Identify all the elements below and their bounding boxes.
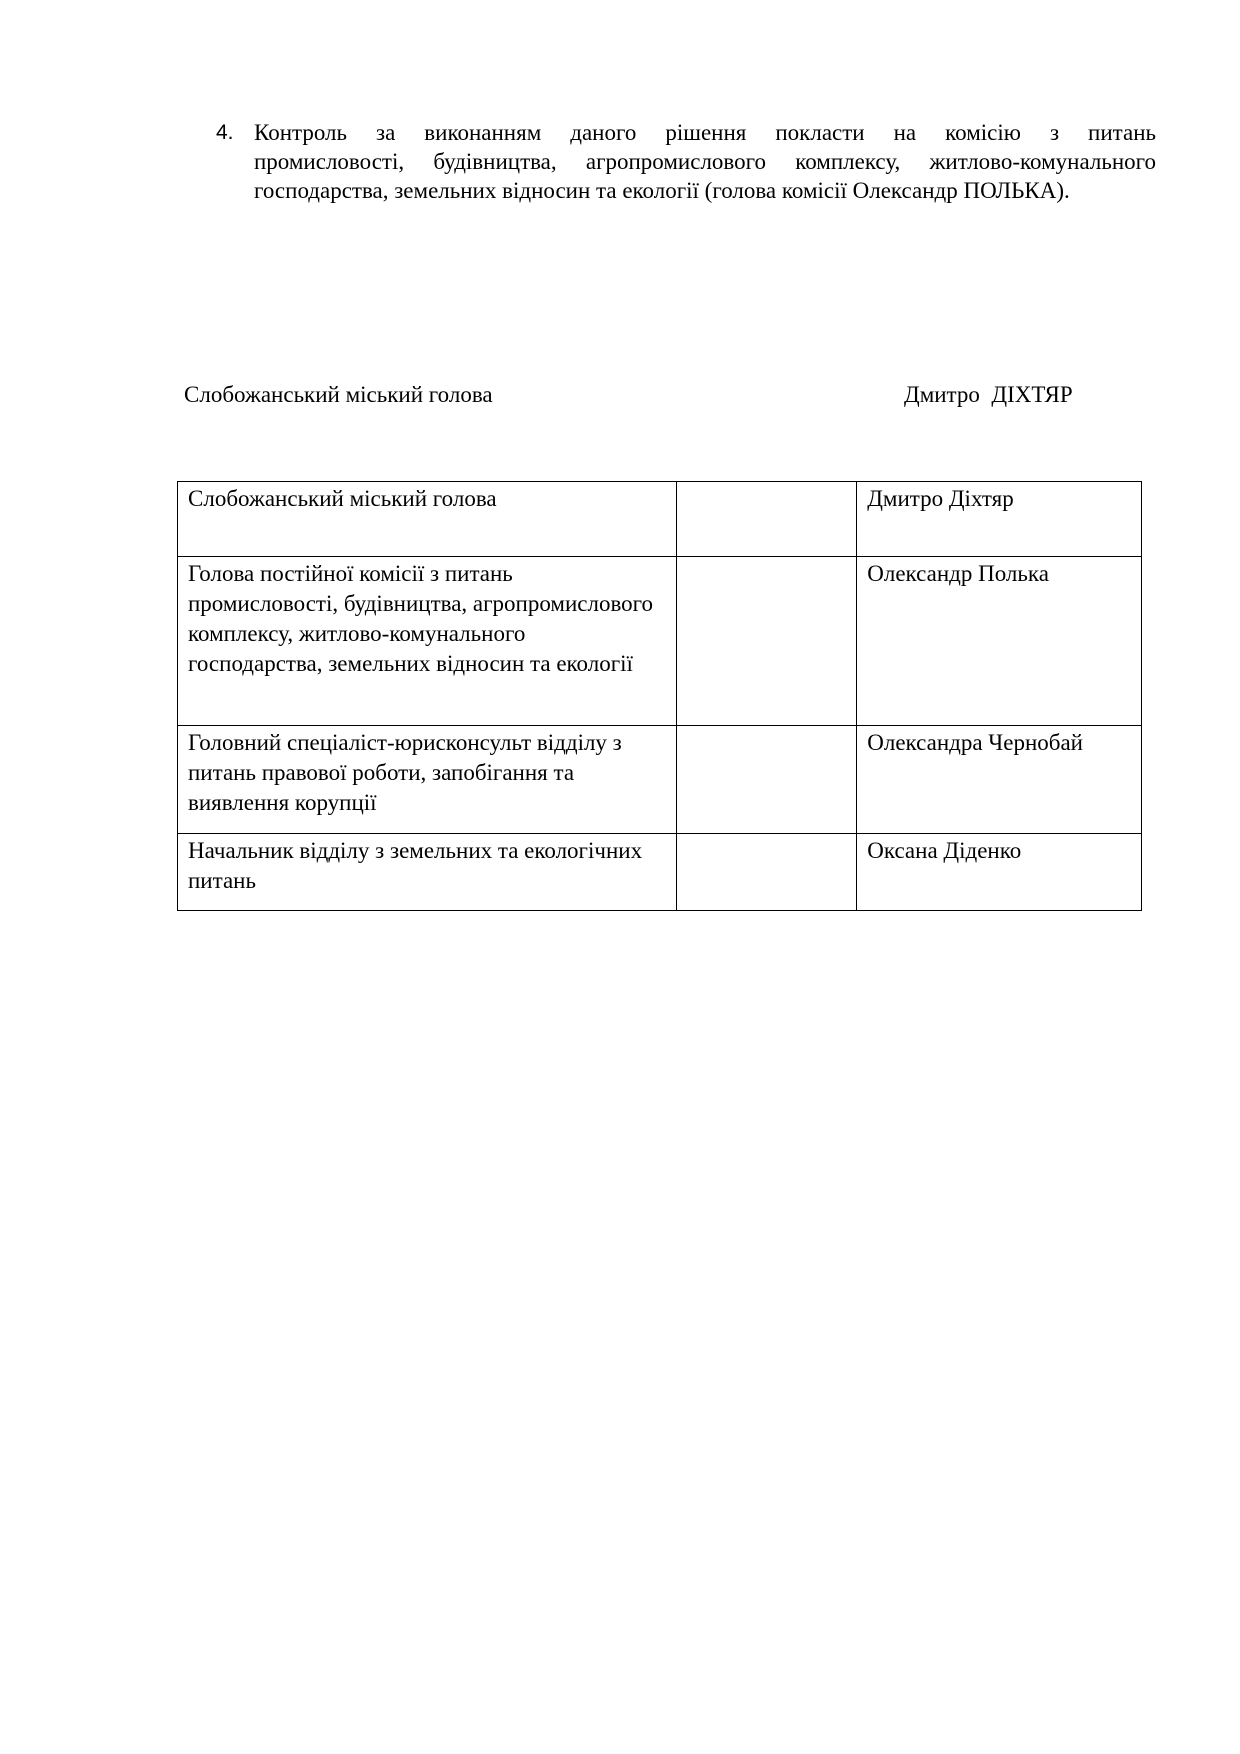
approval-table: [177, 481, 1142, 911]
name-cell: Олександр Полька: [857, 557, 1142, 726]
signature-cell: [676, 557, 857, 726]
name-cell: Олександра Чернобай: [857, 726, 1142, 834]
position-cell: Слобожанський міський голова: [178, 482, 677, 557]
item-text-line-3: господарства, земельних відносин та екології (голова комісії Олександр ПОЛЬКА).: [254, 178, 1070, 203]
item-text-line-1: Контроль за виконанням даного рішення покласти на комісію з питань: [254, 120, 1156, 145]
table-row: [178, 726, 1142, 834]
position-cell: Голова постійної комісії з питань промисловості, будівництва, агропромислового комплексу, житлово-комунального господарства, земельних відносин та екології: [178, 557, 677, 726]
signature-cell: [676, 834, 857, 911]
item-number: 4.: [216, 121, 234, 144]
signature-cell: [676, 726, 857, 834]
signature-title: Слобожанський міський голова: [184, 382, 493, 407]
decision-item-4: [216, 118, 1156, 205]
name-cell: Оксана Діденко: [857, 834, 1142, 911]
table-row: [178, 482, 1142, 557]
item-text: [254, 118, 1156, 205]
table-row: [178, 557, 1142, 726]
name-cell: Дмитро Діхтяр: [857, 482, 1142, 557]
item-text-line-2: промисловості, будівництва, агропромислового комплексу, житлово-комунального: [254, 149, 1156, 174]
table-row: [178, 834, 1142, 911]
position-cell: Начальник відділу з земельних та екологічних питань: [178, 834, 677, 911]
signature-name: Дмитро ДІХТЯР: [904, 382, 1073, 407]
position-cell: Головний спеціаліст-юрисконсульт відділу з питань правової роботи, запобігання та виявлення корупції: [178, 726, 677, 834]
signature-cell: [676, 482, 857, 557]
